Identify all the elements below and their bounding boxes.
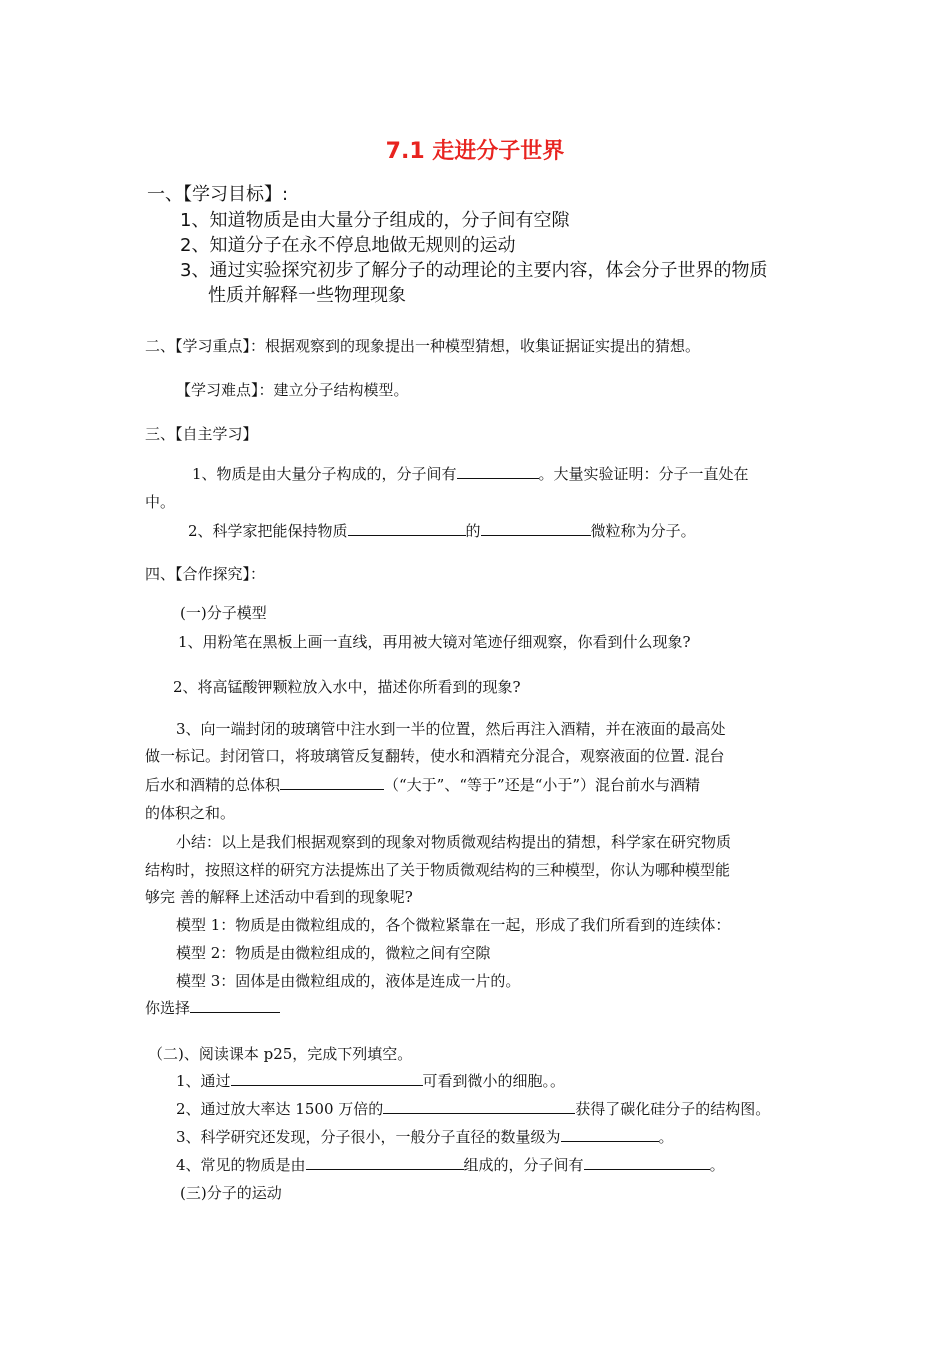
objective-item: 性质并解释一些物理现象	[208, 285, 406, 306]
q-text: 。	[658, 1128, 674, 1146]
section1-heading: 一、【学习目标】:	[147, 184, 289, 205]
part1-q3	[145, 774, 700, 795]
q3-text-a: 后水和酒精的总体积	[145, 776, 281, 794]
part1-q3: 做一标记。封闭管口，将玻璃管反复翻转，使水和酒精充分混合，观察液面的位置. 混台	[145, 747, 725, 765]
answer-blank[interactable]	[561, 1127, 659, 1142]
self-study-q2	[188, 520, 696, 541]
choice-line	[145, 997, 280, 1018]
part1-heading: (一)分子模型	[180, 604, 267, 622]
model-2: 模型 2：物质是由微粒组成的，微粒之间有空隙	[176, 944, 491, 962]
part2-q3	[176, 1126, 674, 1147]
part2-q1	[176, 1070, 565, 1091]
q-text: 1、通过	[176, 1072, 231, 1090]
model-1: 模型 1：物质是由微粒组成的，各个微粒紧靠在一起，形成了我们所看到的连续体：	[176, 916, 731, 934]
key-points: 二、【学习重点】：根据观察到的现象提出一种模型猜想，收集证据证实提出的猜想。	[145, 337, 701, 355]
part3-heading: (三)分子的运动	[180, 1184, 282, 1202]
q2-text-a: 2、科学家把能保持物质	[188, 522, 348, 540]
page-title: 7.1 走进分子世界	[385, 139, 565, 164]
section3-heading: 三、【自主学习】	[145, 425, 258, 443]
answer-blank[interactable]	[280, 775, 384, 790]
section4-heading: 四、【合作探究】：	[145, 565, 266, 583]
q1-text-a: 1、物质是由大量分子构成的，分子间有	[192, 465, 457, 483]
answer-blank[interactable]	[383, 1099, 575, 1114]
objective-item: 2、知道分子在永不停息地做无规则的运动	[180, 235, 516, 256]
part2-q2	[176, 1098, 770, 1119]
part1-q3: 的体积之和。	[145, 804, 236, 822]
answer-blank[interactable]	[190, 998, 280, 1013]
q-text: 获得了碳化硅分子的结构图。	[575, 1100, 771, 1118]
part2-q4	[176, 1154, 725, 1175]
self-study-q1-cont: 中。	[145, 493, 176, 511]
part1-q1: 1、用粉笔在黑板上画一直线，再用被大镜对笔迹仔细观察，你看到什么现象?	[178, 633, 691, 651]
self-study-q1	[192, 463, 749, 484]
q-text: 2、通过放大率达 1500 万倍的	[176, 1100, 384, 1118]
q-text: 可看到微小的细胞。。	[422, 1072, 566, 1090]
objective-item: 3、通过实验探究初步了解分子的动理论的主要内容，体会分子世界的物质	[180, 260, 768, 281]
difficult-points: 【学习难点】：建立分子结构模型。	[176, 381, 409, 399]
q2-text-c: 微粒称为分子。	[590, 522, 696, 540]
objective-item: 1、知道物质是由大量分子组成的，分子间有空隙	[180, 210, 570, 231]
q2-text-b: 的	[465, 522, 481, 540]
part2-heading: （二)、阅读课本 p25，完成下列填空。	[148, 1045, 413, 1063]
answer-blank[interactable]	[481, 521, 591, 536]
q-text: 4、常见的物质是由	[176, 1156, 306, 1174]
model-3: 模型 3：固体是由微粒组成的，液体是连成一片的。	[176, 972, 521, 990]
summary: 够完 善的解释上述活动中看到的现象呢?	[145, 888, 413, 906]
choice-label: 你选择	[145, 999, 191, 1017]
q1-text-b: 。大量实验证明：分子一直处在	[538, 465, 749, 483]
q3-text-b: （“大于”、“等于”还是“小于”）混台前水与酒精	[384, 776, 701, 794]
q-text: 组成的，分子间有	[463, 1156, 584, 1174]
q-text: 3、科学研究还发现，分子很小，一般分子直径的数量级为	[176, 1128, 561, 1146]
summary: 小结：以上是我们根据观察到的现象对物质微观结构提出的猜想，科学家在研究物质	[176, 833, 732, 851]
part1-q3: 3、向一端封闭的玻璃管中注水到一半的位置，然后再注入酒精，并在液面的最高处	[176, 720, 726, 738]
answer-blank[interactable]	[584, 1155, 710, 1170]
answer-blank[interactable]	[348, 521, 466, 536]
part1-q2: 2、将高锰酸钾颗粒放入水中，描述你所看到的现象?	[173, 678, 521, 696]
answer-blank[interactable]	[306, 1155, 464, 1170]
answer-blank[interactable]	[231, 1071, 423, 1086]
q-text: 。	[709, 1156, 725, 1174]
answer-blank[interactable]	[457, 464, 539, 479]
summary: 结构时，按照这样的研究方法提炼出了关于物质微观结构的三种模型，你认为哪种模型能	[145, 861, 731, 879]
